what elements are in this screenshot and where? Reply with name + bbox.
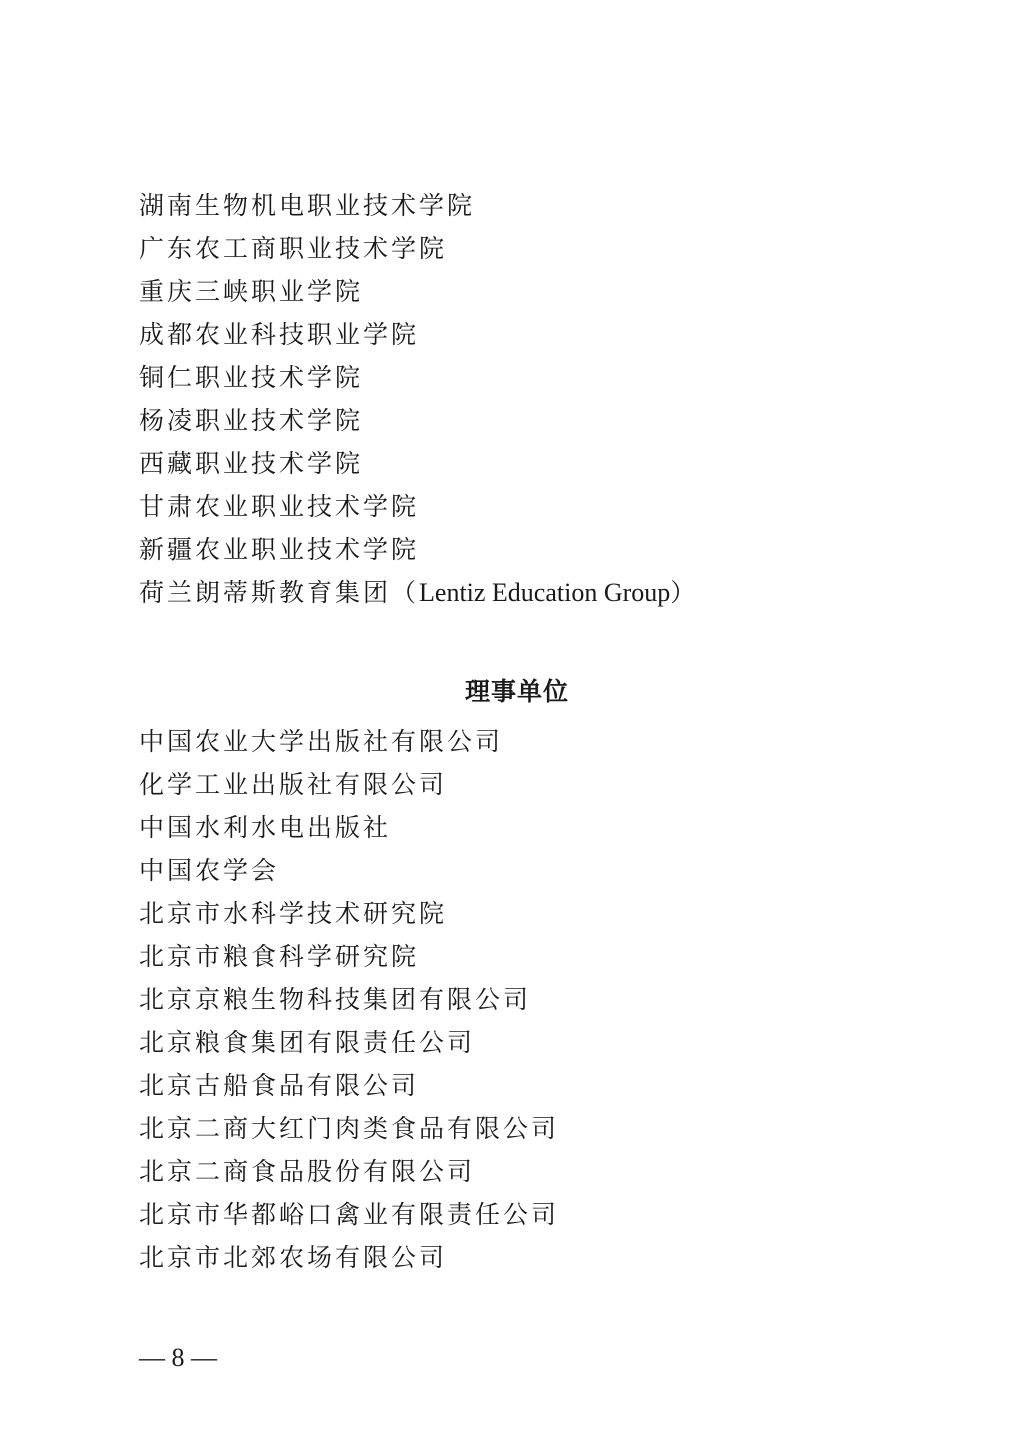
list-item: 中国农业大学出版社有限公司 bbox=[139, 727, 504, 756]
list-item: 北京市华都峪口禽业有限责任公司 bbox=[139, 1200, 560, 1229]
lentiz-close-paren: ） bbox=[670, 578, 699, 607]
member-list bbox=[139, 184, 698, 614]
list-item: 北京二商大红门肉类食品有限公司 bbox=[139, 1114, 560, 1143]
list-item: 重庆三峡职业学院 bbox=[139, 277, 364, 306]
list-item: 北京市北郊农场有限公司 bbox=[139, 1243, 448, 1272]
list-item: 北京市水科学技术研究院 bbox=[139, 899, 448, 928]
council-unit-list bbox=[139, 720, 559, 1279]
list-item: 甘肃农业职业技术学院 bbox=[139, 492, 420, 521]
list-item: 中国农学会 bbox=[139, 856, 280, 885]
list-item: 北京古船食品有限公司 bbox=[139, 1071, 420, 1100]
section-heading: 理事单位 bbox=[464, 677, 569, 706]
list-item: 杨凌职业技术学院 bbox=[139, 406, 364, 435]
lentiz-name-cn: 荷兰朗蒂斯教育集团（ bbox=[139, 578, 420, 607]
list-item: 北京京粮生物科技集团有限公司 bbox=[139, 985, 532, 1014]
list-item: 北京粮食集团有限责任公司 bbox=[139, 1028, 476, 1057]
list-item: 新疆农业职业技术学院 bbox=[139, 535, 420, 564]
list-item: 中国水利水电出版社 bbox=[139, 813, 392, 842]
list-item: 广东农工商职业技术学院 bbox=[139, 234, 448, 263]
list-item: 北京二商食品股份有限公司 bbox=[139, 1157, 476, 1186]
list-item: 成都农业科技职业学院 bbox=[139, 320, 420, 349]
list-item: 西藏职业技术学院 bbox=[139, 449, 364, 478]
list-item: 铜仁职业技术学院 bbox=[139, 363, 364, 392]
list-item: 湖南生物机电职业技术学院 bbox=[139, 191, 476, 220]
lentiz-name-en: Lentiz Education Group bbox=[419, 578, 671, 607]
page-number: — 8 — bbox=[139, 1343, 217, 1372]
list-item-lentiz bbox=[139, 571, 698, 614]
list-item: 化学工业出版社有限公司 bbox=[139, 770, 448, 799]
list-item: 北京市粮食科学研究院 bbox=[139, 942, 420, 971]
